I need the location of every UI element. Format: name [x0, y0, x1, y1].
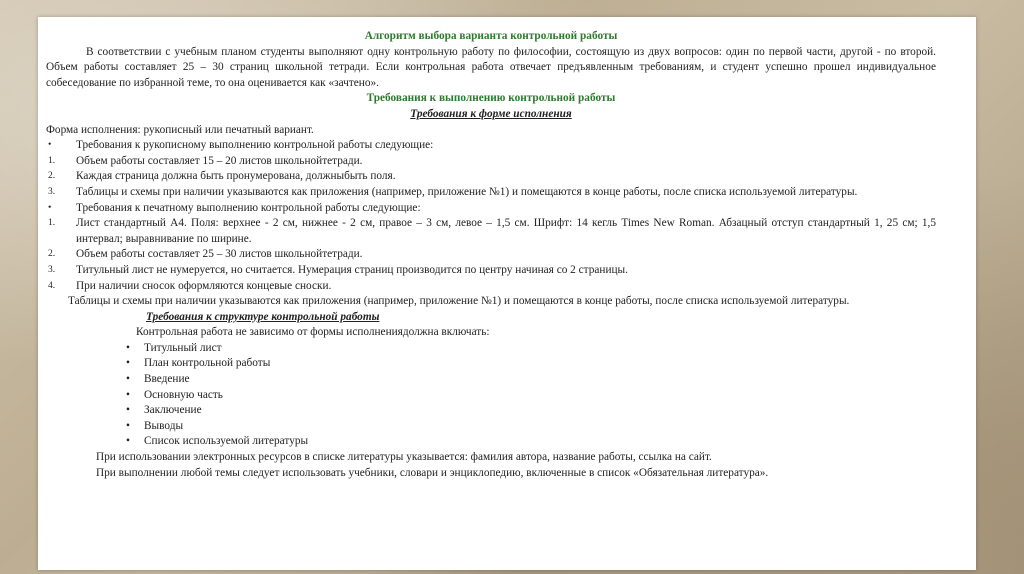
- list-item: [46, 356, 936, 372]
- handwritten-intro: [46, 138, 936, 154]
- list-marker: 2.: [48, 171, 56, 182]
- list-item-text: Таблицы и схемы при наличии указываются как приложения (например, приложение №1) и помещаются в конце работы, после списка используемой литературы.: [76, 185, 858, 198]
- list-item: [46, 169, 936, 185]
- bullet-marker: •: [48, 202, 52, 213]
- list-item: [46, 216, 936, 247]
- list-marker: 2.: [48, 249, 56, 260]
- bullet-marker: •: [126, 419, 130, 432]
- list-item: [46, 247, 936, 263]
- list-marker: 1.: [48, 218, 56, 229]
- document-page: [38, 17, 976, 570]
- list-marker: 3.: [48, 264, 56, 275]
- list-item-text: Объем работы составляет 15 – 20 листов школьнойтетради.: [76, 154, 363, 167]
- form-title: Требования к форме исполнения: [410, 107, 572, 120]
- list-item-text: Список используемой литературы: [144, 435, 309, 448]
- bullet-marker: •: [126, 373, 130, 386]
- document-title: Алгоритм выбора варианта контрольной работы: [364, 30, 618, 42]
- list-item-text: План контрольной работы: [144, 357, 271, 370]
- literature-note: При выполнении любой темы следует использовать учебники, словари и энциклопедию, включенные в список «Обязательная литература».: [96, 466, 769, 479]
- list-item: [46, 403, 936, 419]
- list-item: [46, 419, 936, 435]
- bullet-marker: •: [126, 435, 130, 448]
- bullet-marker: •: [126, 341, 130, 354]
- list-marker: 1.: [48, 155, 56, 166]
- list-item-text: Заключение: [144, 404, 202, 417]
- list-item-text: Введение: [144, 373, 190, 386]
- list-item-text: Основную часть: [144, 388, 223, 401]
- bullet-marker: •: [126, 357, 130, 370]
- list-item: [46, 372, 936, 388]
- list-item: [46, 434, 936, 450]
- list-item: [46, 279, 936, 295]
- structure-title: Требования к структуре контрольной работы: [146, 310, 380, 323]
- form-line: Форма исполнения: рукописный или печатный вариант.: [46, 123, 314, 136]
- list-marker: 3.: [48, 186, 56, 197]
- list-item: [46, 154, 936, 170]
- intro-paragraph: В соответствии с учебным планом студенты выполняют одну контрольную работу по философии, состоящую из двух вопросов: один по первой части, другой - по второй. Объем работы составляет 25 – 30 страниц школьной тетради. Если контрольная работа отвечает предъявленным требованиям, и студент успешно прошел индивидуальное собеседование по избранной теме, то она оценивается как «зачтено».: [46, 45, 936, 89]
- structure-intro: Контрольная работа не зависимо от формы исполнениядолжна включать:: [136, 326, 490, 339]
- requirements-title: Требования к выполнению контрольной работы: [366, 92, 616, 105]
- list-item-text: Каждая страница должна быть пронумерована, должныбыть поля.: [76, 170, 396, 183]
- printed-intro-text: Требования к печатному выполнению контрольной работы следующие:: [76, 201, 421, 214]
- list-item: [46, 263, 936, 279]
- list-item-text: Титульный лист: [144, 341, 222, 354]
- tables-note: Таблицы и схемы при наличии указываются как приложения (например, приложение №1) и помещаются в конце работы, после списка используемой литературы.: [68, 295, 850, 308]
- list-item: [46, 388, 936, 404]
- bullet-marker: •: [126, 388, 130, 401]
- handwritten-intro-text: Требования к рукописному выполнению контрольной работы следующие:: [76, 139, 434, 152]
- list-item-text: Объем работы составляет 25 – 30 листов школьнойтетради.: [76, 248, 363, 261]
- list-item: [46, 185, 936, 201]
- list-item-text: При наличии сносок оформляются концевые сноски.: [76, 279, 332, 292]
- bullet-marker: •: [48, 140, 52, 151]
- list-item: [46, 341, 936, 357]
- list-item-text: Выводы: [144, 419, 184, 432]
- list-marker: 4.: [48, 280, 56, 291]
- list-item-text: Титульный лист не нумеруется, но считается. Нумерация страниц производится по центру начиная со 2 страницы.: [76, 263, 628, 276]
- bullet-marker: •: [126, 404, 130, 417]
- electronic-resources-note: При использовании электронных ресурсов в списке литературы указывается: фамилия автора, название работы, ссылка на сайт.: [96, 451, 712, 464]
- list-item-text: Лист стандартный А4. Поля: верхнее - 2 см, нижнее - 2 см, правое – 3 см, левое – 1,5 см. Шрифт: 14 кегль Times New Roman. Абзацный отступ стандартный 1, 25 см; 1,5 интервал; выравнивание по ширине.: [76, 217, 936, 245]
- printed-intro: [46, 201, 936, 217]
